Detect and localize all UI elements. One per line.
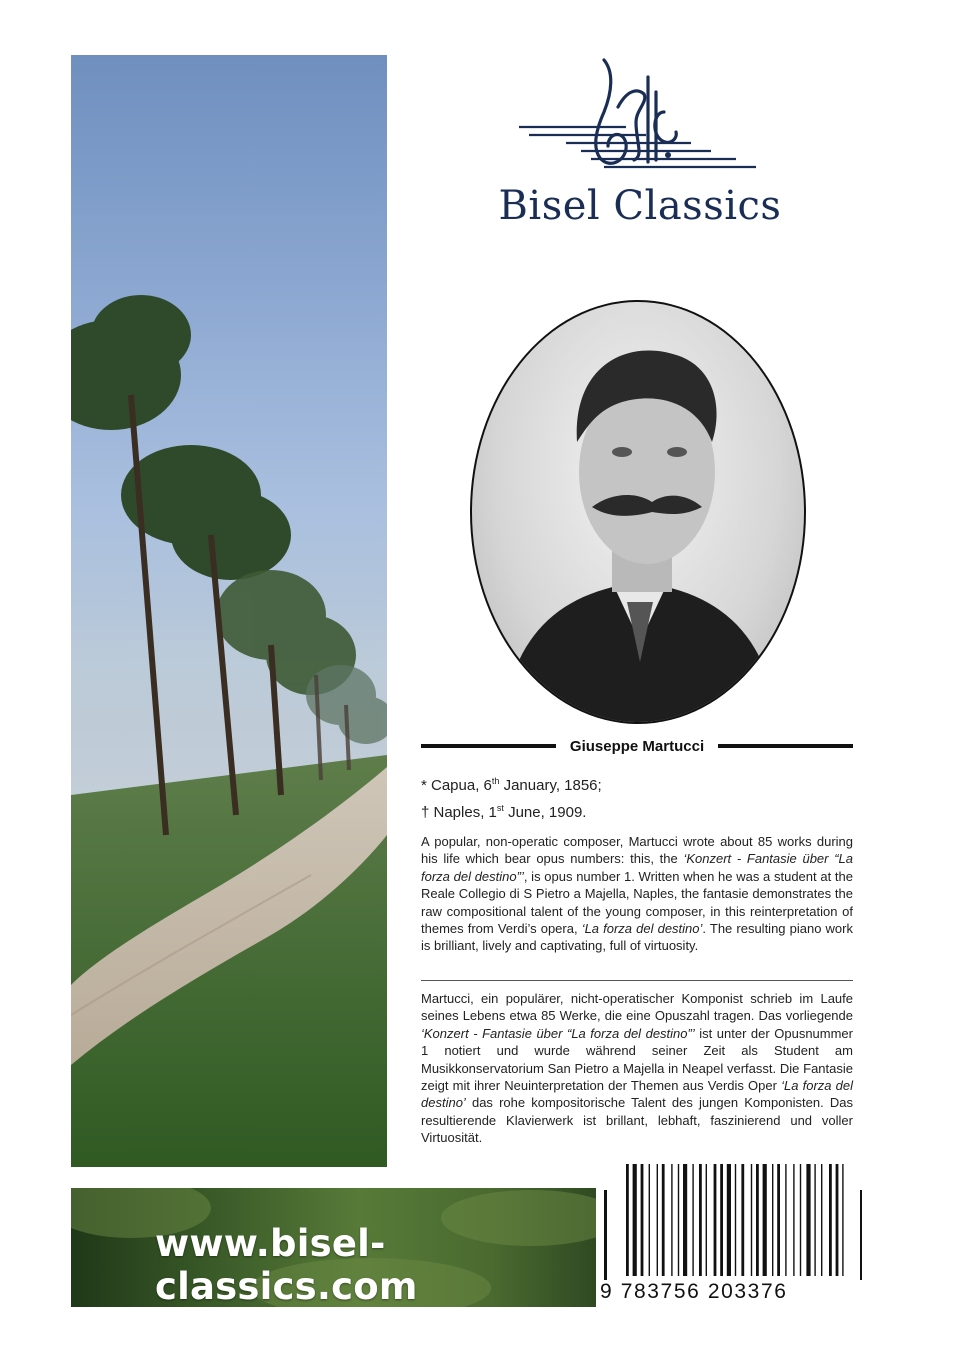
composer-name: Giuseppe Martucci: [569, 737, 705, 755]
barcode-bar: [727, 1164, 731, 1276]
divider: [421, 980, 853, 981]
barcode-bar: [678, 1164, 679, 1276]
birth-line: * Capua, 6th January, 1856;: [421, 776, 602, 794]
description-english: A popular, non-operatic composer, Martucci wrote about 85 works during his life which bear opus numbers: this, the ‘Konzert - Fantasie über “La forza del destino”’, is opus number 1. Written when he was a student at the Reale Collegio di S Pietro a Majella, Naples, the fantasie demonstrates the raw compositional talent of the young composer, in this reinterpretation of themes from Verdi’s opera, ‘La forza del destino’. The resulting piano work is brilliant, lively and captivating, full of virtuosity.: [421, 834, 853, 954]
barcode-bar: [720, 1164, 723, 1276]
barcode-bar: [683, 1164, 687, 1276]
description-german: Martucci, ein populärer, nicht-operatischer Komponist schrieb im Laufe seines Lebens etwa 85 Werke, die eine Opuszahl tragen. Das vorliegende ‘Konzert - Fantasie über “La forza del destino”’ ist unter der Opusnummer 1 notiert und wurde während seiner Zeit als Student am Musikkonservatorium San Pietro a Majella in Neapel verfasst. Die Fantasie zeigt mit ihrer Neuinterpretation der Themen aus Verdis Oper ‘La forza del destino’ das rohe kompositorische Talent des jungen Komponisten. Das resultierende Klavierwerk ist brillant, lebhaft, faszinierend und voller Virtuosität.: [421, 991, 854, 1146]
composer-name-row: [421, 734, 853, 758]
barcode-bar: [657, 1164, 658, 1276]
barcode-bar: [814, 1164, 815, 1276]
barcode-bar: [829, 1164, 832, 1276]
divider: [421, 744, 556, 748]
barcode-bar: [821, 1164, 822, 1276]
barcode-bar: [633, 1164, 637, 1276]
barcode-guard-bar: [860, 1190, 862, 1280]
isbn-digits: 9 783756 203376: [600, 1280, 788, 1303]
barcode-bar: [793, 1164, 794, 1276]
barcode-bar: [662, 1164, 665, 1276]
divider: [718, 744, 853, 748]
barcode-guard-bar: [604, 1190, 607, 1280]
death-line: † Naples, 1st June, 1909.: [421, 803, 587, 821]
barcode-bar: [735, 1164, 736, 1276]
barcode-bar: [751, 1164, 752, 1276]
website-url[interactable]: www.bisel-classics.com: [155, 1222, 418, 1307]
isbn-barcode: [596, 1160, 866, 1310]
barcode-bar: [756, 1164, 759, 1276]
barcode-bar: [842, 1164, 843, 1276]
barcode-bar: [806, 1164, 810, 1276]
barcode-bar: [706, 1164, 707, 1276]
barcode-bar: [741, 1164, 744, 1276]
barcode-bar: [714, 1164, 717, 1276]
barcode-bar: [763, 1164, 767, 1276]
barcode-bar: [626, 1164, 629, 1276]
barcode-bar: [800, 1164, 801, 1276]
barcode-bar: [671, 1164, 672, 1276]
barcode-bar: [649, 1164, 650, 1276]
barcode-bar: [692, 1164, 693, 1276]
tree-lined-road-photo: [71, 55, 387, 1167]
barcode-bar: [785, 1164, 786, 1276]
barcode-bar: [641, 1164, 644, 1276]
composer-dates: [421, 770, 853, 824]
barcode-bar: [836, 1164, 839, 1276]
barcode-bar: [772, 1164, 773, 1276]
website-banner: [71, 1188, 596, 1307]
composer-portrait-oval: [470, 300, 806, 724]
barcode-bar: [699, 1164, 702, 1276]
barcode-bar: [777, 1164, 780, 1276]
brand-name: Bisel Classics: [498, 183, 782, 229]
